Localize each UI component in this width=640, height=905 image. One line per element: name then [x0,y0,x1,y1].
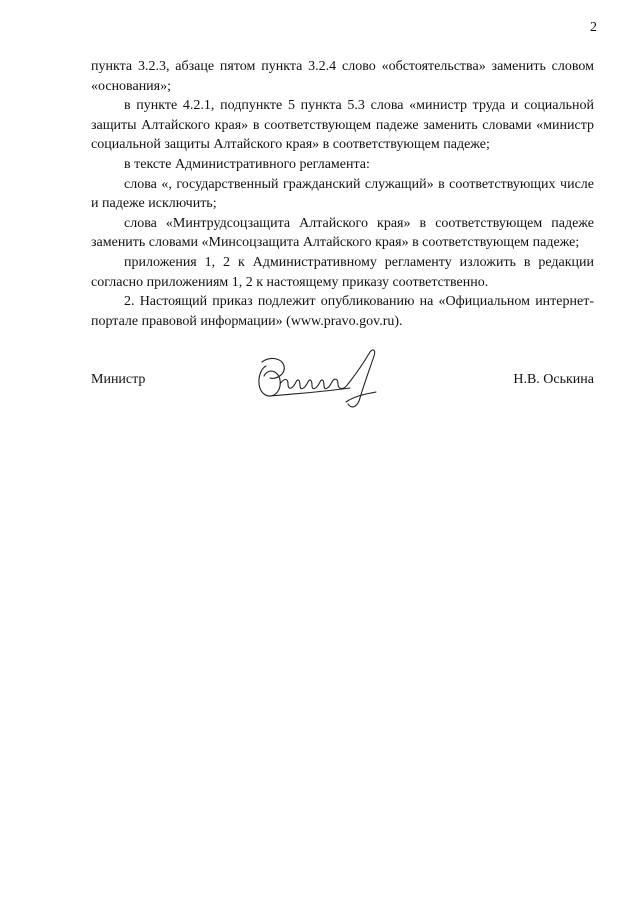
document-body [91,57,594,331]
page-number: 2 [590,20,597,35]
paragraph-item: слова «, государственный гражданский служащий» в соответствующих числе и падеже исключить; [91,176,594,212]
paragraph-continuation: пункта 3.2.3, абзаце пятом пункта 3.2.4 слово «обстоятельства» заменить словом «основания»; [91,59,594,94]
paragraph-item: 2. Настоящий приказ подлежит опубликованию на «Официальном интернет-портале правовой информации» (www.pravo.gov.ru). [91,294,594,329]
signatory-name: Н.В. Оськина [513,372,594,387]
signatory-role: Министр [91,372,146,387]
handwritten-signature [252,344,382,416]
paragraph-item: в пункте 4.2.1, подпункте 5 пункта 5.3 слова «министр труда и социальной защиты Алтайского края» в соответствующем падеже заменить словами «министр социальной защиты Алтайского края» в соответствующем падеже; [91,98,594,153]
paragraph-item: в тексте Административного регламента: [124,156,370,172]
paragraph-item: приложения 1, 2 к Административному регламенту изложить в редакции согласно приложениям 1, 2 к настоящему приказу соответственно. [91,254,594,290]
paragraph-item: слова «Минтрудсоцзащита Алтайского края» в соответствующем падеже заменить словами «Минсоцзащита Алтайского края» в соответствующем падеже; [91,215,594,251]
